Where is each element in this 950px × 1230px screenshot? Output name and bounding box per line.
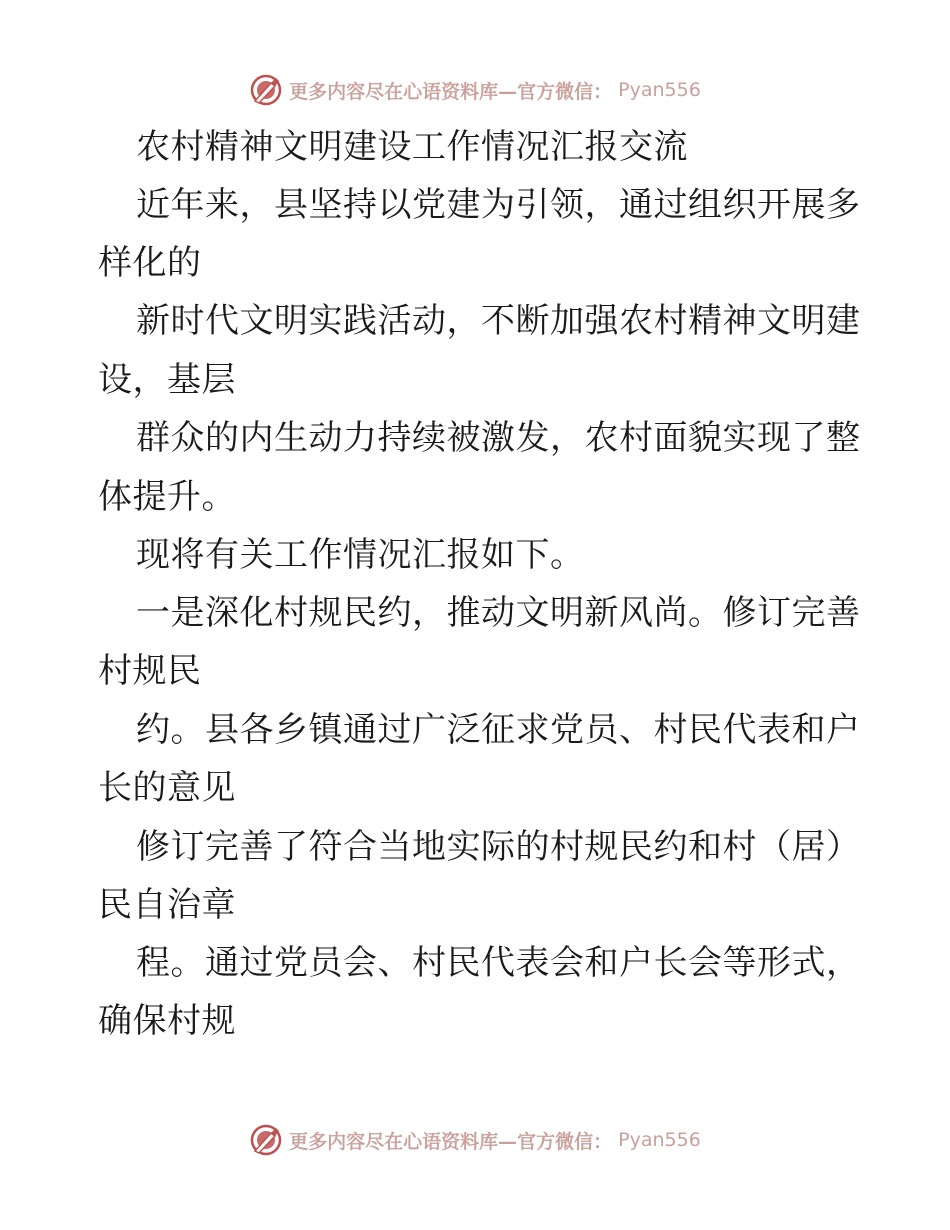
banner-text: 更多内容尽在心语资料库—官方微信： [289,80,613,103]
pen-logo-icon [249,73,283,107]
banner-text: 更多内容尽在心语资料库—官方微信： [289,1130,613,1153]
paragraph-line: 现将有关工作情况汇报如下。 [136,535,585,575]
paragraph-line: 一是深化村规民约，推动文明新风尚。修订完善 [136,593,861,633]
paragraph-line: 确保村规 [98,1001,236,1041]
paragraph-line: 修订完善了符合当地实际的村规民约和村（居） [136,827,861,867]
banner-wechat-id: Pyan556 [618,1129,701,1151]
paragraph-line: 民自治章 [98,885,236,925]
document-title: 农村精神文明建设工作情况汇报交流 [136,127,688,167]
pen-logo-icon [249,1123,283,1157]
paragraph-line: 村规民 [98,651,202,691]
paragraph-line: 约。县各乡镇通过广泛征求党员、村民代表和户 [136,710,861,750]
paragraph-line: 体提升。 [98,477,236,517]
paragraph-line: 近年来，县坚持以党建为引领，通过组织开展多 [136,185,861,225]
paragraph-line: 程。通过党员会、村民代表会和户长会等形式， [136,943,861,983]
paragraph-line: 设，基层 [98,360,236,400]
paragraph-line: 样化的 [98,243,202,283]
paragraph-line: 长的意见 [98,768,236,808]
paragraph-line: 新时代文明实践活动，不断加强农村精神文明建 [136,301,861,341]
banner-wechat-id: Pyan556 [618,79,701,101]
header-banner [0,72,950,108]
paragraph-line: 群众的内生动力持续被激发，农村面貌实现了整 [136,418,861,458]
footer-banner [0,1122,950,1158]
